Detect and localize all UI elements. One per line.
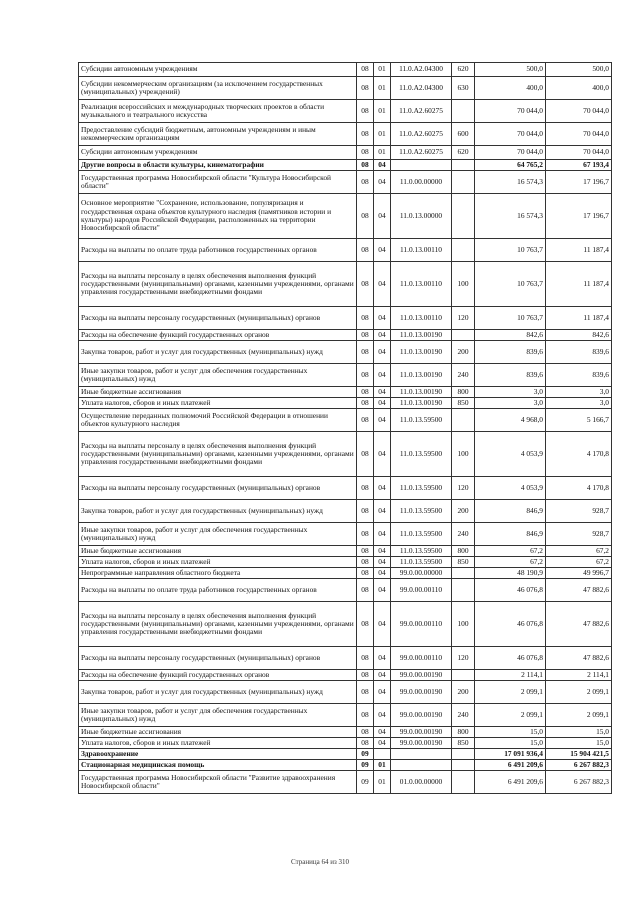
cell-section: 08 xyxy=(357,307,374,330)
cell-name: Государственная программа Новосибирской области "Развитие здравоохранения Новосибирской области" xyxy=(79,771,357,794)
cell-expense-type: 600 xyxy=(452,123,475,146)
cell-subsection: 04 xyxy=(374,432,391,477)
table-row xyxy=(79,727,612,738)
cell-section: 08 xyxy=(357,387,374,398)
cell-section: 08 xyxy=(357,432,374,477)
cell-name: Расходы на выплаты персоналу государственных (муниципальных) органов xyxy=(79,477,357,500)
cell-subsection: 04 xyxy=(374,307,391,330)
table-row xyxy=(79,477,612,500)
page-number: Страница 64 из 310 xyxy=(291,858,349,866)
table-row xyxy=(79,123,612,146)
cell-expense-type: 850 xyxy=(452,398,475,409)
cell-section: 08 xyxy=(357,330,374,341)
table-row xyxy=(79,330,612,341)
table-row xyxy=(79,239,612,262)
cell-target-code: 99.0.00.00190 xyxy=(391,727,452,738)
cell-subsection: 04 xyxy=(374,160,391,171)
cell-amount-year2: 70 044,0 xyxy=(546,123,612,146)
cell-name: Закупка товаров, работ и услуг для государственных (муниципальных) нужд xyxy=(79,341,357,364)
table-row xyxy=(79,738,612,749)
table-row xyxy=(79,681,612,704)
cell-expense-type: 240 xyxy=(452,704,475,727)
table-row xyxy=(79,160,612,171)
table-row xyxy=(79,146,612,160)
cell-target-code: 11.0.13.59500 xyxy=(391,477,452,500)
table-row xyxy=(79,262,612,307)
cell-expense-type: 620 xyxy=(452,146,475,160)
cell-target-code: 99.0.00.00000 xyxy=(391,568,452,579)
cell-subsection: 04 xyxy=(374,602,391,647)
cell-amount-year2: 67,2 xyxy=(546,557,612,568)
table-row xyxy=(79,77,612,100)
cell-section: 08 xyxy=(357,146,374,160)
cell-target-code: 11.0.13.59500 xyxy=(391,557,452,568)
cell-amount-year2: 67 193,4 xyxy=(546,160,612,171)
cell-amount-year1: 64 765,2 xyxy=(475,160,546,171)
cell-target-code: 11.0.13.00000 xyxy=(391,194,452,239)
cell-amount-year2: 2 099,1 xyxy=(546,704,612,727)
cell-subsection: 04 xyxy=(374,579,391,602)
cell-target-code: 11.0.13.00190 xyxy=(391,330,452,341)
cell-subsection: 04 xyxy=(374,262,391,307)
cell-amount-year1: 2 099,1 xyxy=(475,681,546,704)
cell-amount-year2: 17 196,7 xyxy=(546,171,612,194)
cell-subsection: 01 xyxy=(374,77,391,100)
cell-amount-year1: 6 491 209,6 xyxy=(475,760,546,771)
cell-name: Государственная программа Новосибирской области "Культура Новосибирской области" xyxy=(79,171,357,194)
cell-expense-type xyxy=(452,670,475,681)
cell-name: Субсидии некоммерческим организациям (за исключением государственных (муниципальных) учреждений) xyxy=(79,77,357,100)
cell-subsection: 04 xyxy=(374,568,391,579)
table-row xyxy=(79,647,612,670)
cell-section: 08 xyxy=(357,409,374,432)
cell-section: 08 xyxy=(357,738,374,749)
cell-subsection: 04 xyxy=(374,727,391,738)
cell-section: 08 xyxy=(357,398,374,409)
table-row xyxy=(79,760,612,771)
cell-section: 08 xyxy=(357,579,374,602)
cell-expense-type: 630 xyxy=(452,77,475,100)
cell-amount-year2: 15,0 xyxy=(546,738,612,749)
cell-amount-year2: 928,7 xyxy=(546,523,612,546)
cell-name: Осуществление переданных полномочий Российской Федерации в отношении объектов культурного наследия xyxy=(79,409,357,432)
cell-amount-year2: 70 044,0 xyxy=(546,100,612,123)
cell-section: 08 xyxy=(357,262,374,307)
cell-expense-type xyxy=(452,568,475,579)
cell-target-code: 11.0.13.00190 xyxy=(391,364,452,387)
cell-subsection: 04 xyxy=(374,557,391,568)
table-body xyxy=(79,63,612,794)
cell-expense-type xyxy=(452,330,475,341)
cell-subsection: 01 xyxy=(374,123,391,146)
cell-target-code: 11.0.00.00000 xyxy=(391,171,452,194)
table-row xyxy=(79,500,612,523)
cell-amount-year1: 15,0 xyxy=(475,727,546,738)
cell-subsection: 04 xyxy=(374,398,391,409)
cell-subsection: 01 xyxy=(374,760,391,771)
cell-subsection: 04 xyxy=(374,364,391,387)
cell-expense-type: 200 xyxy=(452,341,475,364)
cell-subsection: 04 xyxy=(374,670,391,681)
cell-subsection: 04 xyxy=(374,523,391,546)
cell-name: Стационарная медицинская помощь xyxy=(79,760,357,771)
cell-target-code: 11.0.A2.04300 xyxy=(391,63,452,77)
cell-subsection: 04 xyxy=(374,194,391,239)
cell-amount-year1: 15,0 xyxy=(475,738,546,749)
cell-name: Расходы на выплаты персоналу в целях обеспечения выполнения функций государственными (муниципальными) органами, казенными учреждениями, органами управления государственными внебюджетными фондами xyxy=(79,432,357,477)
cell-amount-year2: 49 996,7 xyxy=(546,568,612,579)
cell-expense-type xyxy=(452,194,475,239)
cell-name: Иные закупки товаров, работ и услуг для обеспечения государственных (муниципальных) нужд xyxy=(79,364,357,387)
cell-name: Основное мероприятие "Сохранение, использование, популяризация и государственная охрана объектов культурного наследия (памятников истории и культуры) народов Российской Федерации, расположенных на территории Новосибирской области" xyxy=(79,194,357,239)
cell-subsection: 01 xyxy=(374,63,391,77)
cell-target-code: 11.0.A2.04300 xyxy=(391,77,452,100)
cell-expense-type: 100 xyxy=(452,432,475,477)
cell-expense-type xyxy=(452,239,475,262)
cell-target-code: 11.0.13.00190 xyxy=(391,387,452,398)
cell-amount-year2: 4 170,8 xyxy=(546,432,612,477)
cell-amount-year1: 846,9 xyxy=(475,500,546,523)
cell-amount-year1: 842,6 xyxy=(475,330,546,341)
table-row xyxy=(79,387,612,398)
cell-amount-year2: 70 044,0 xyxy=(546,146,612,160)
cell-expense-type: 100 xyxy=(452,262,475,307)
table-row xyxy=(79,557,612,568)
cell-amount-year1: 46 076,8 xyxy=(475,647,546,670)
cell-amount-year2: 2 114,1 xyxy=(546,670,612,681)
cell-amount-year2: 15,0 xyxy=(546,727,612,738)
cell-subsection: 04 xyxy=(374,239,391,262)
cell-amount-year2: 3,0 xyxy=(546,398,612,409)
cell-section: 08 xyxy=(357,77,374,100)
cell-amount-year1: 500,0 xyxy=(475,63,546,77)
cell-target-code: 11.0.13.00110 xyxy=(391,262,452,307)
cell-amount-year1: 10 763,7 xyxy=(475,262,546,307)
cell-amount-year2: 67,2 xyxy=(546,546,612,557)
cell-subsection: 01 xyxy=(374,100,391,123)
table-row xyxy=(79,63,612,77)
table-row xyxy=(79,704,612,727)
cell-amount-year1: 10 763,7 xyxy=(475,307,546,330)
table-row xyxy=(79,579,612,602)
cell-target-code: 99.0.00.00190 xyxy=(391,704,452,727)
cell-section: 08 xyxy=(357,123,374,146)
cell-amount-year1: 67,2 xyxy=(475,557,546,568)
cell-target-code xyxy=(391,749,452,760)
cell-name: Реализация всероссийских и международных творческих проектов в области музыкального и театрального искусства xyxy=(79,100,357,123)
cell-section: 08 xyxy=(357,602,374,647)
cell-amount-year2: 842,6 xyxy=(546,330,612,341)
cell-amount-year1: 67,2 xyxy=(475,546,546,557)
cell-name: Расходы на выплаты персоналу в целях обеспечения выполнения функций государственными (муниципальными) органами, казенными учреждениями, органами управления государственными внебюджетными фондами xyxy=(79,262,357,307)
cell-amount-year2: 47 882,6 xyxy=(546,579,612,602)
table-row xyxy=(79,749,612,760)
cell-name: Расходы на выплаты по оплате труда работников государственных органов xyxy=(79,579,357,602)
cell-amount-year2: 47 882,6 xyxy=(546,602,612,647)
cell-name: Иные бюджетные ассигнования xyxy=(79,387,357,398)
cell-amount-year2: 6 267 882,3 xyxy=(546,760,612,771)
cell-target-code: 11.0.A2.60275 xyxy=(391,123,452,146)
cell-amount-year1: 70 044,0 xyxy=(475,146,546,160)
cell-expense-type: 120 xyxy=(452,647,475,670)
cell-expense-type: 100 xyxy=(452,602,475,647)
cell-target-code: 11.0.13.00190 xyxy=(391,341,452,364)
cell-name: Иные бюджетные ассигнования xyxy=(79,727,357,738)
cell-name: Предоставление субсидий бюджетным, автономным учреждениям и иным некоммерческим организациям xyxy=(79,123,357,146)
cell-section: 08 xyxy=(357,477,374,500)
cell-amount-year2: 4 170,8 xyxy=(546,477,612,500)
cell-amount-year2: 3,0 xyxy=(546,387,612,398)
cell-name: Закупка товаров, работ и услуг для государственных (муниципальных) нужд xyxy=(79,681,357,704)
cell-section: 08 xyxy=(357,727,374,738)
table-row xyxy=(79,171,612,194)
cell-amount-year2: 5 166,7 xyxy=(546,409,612,432)
cell-amount-year1: 846,9 xyxy=(475,523,546,546)
cell-amount-year2: 400,0 xyxy=(546,77,612,100)
cell-amount-year2: 11 187,4 xyxy=(546,262,612,307)
cell-subsection: 04 xyxy=(374,647,391,670)
cell-target-code: 99.0.00.00110 xyxy=(391,602,452,647)
cell-amount-year1: 4 053,9 xyxy=(475,477,546,500)
budget-table xyxy=(78,62,612,794)
cell-amount-year1: 6 491 209,6 xyxy=(475,771,546,794)
cell-target-code: 01.0.00.00000 xyxy=(391,771,452,794)
cell-section: 08 xyxy=(357,160,374,171)
cell-name: Расходы на выплаты персоналу государственных (муниципальных) органов xyxy=(79,647,357,670)
table-row xyxy=(79,409,612,432)
cell-target-code: 11.0.13.59500 xyxy=(391,432,452,477)
cell-target-code: 11.0.13.00110 xyxy=(391,239,452,262)
cell-target-code: 99.0.00.00190 xyxy=(391,670,452,681)
cell-section: 09 xyxy=(357,771,374,794)
cell-target-code: 11.0.13.00190 xyxy=(391,398,452,409)
cell-target-code: 11.0.13.59500 xyxy=(391,409,452,432)
table-row xyxy=(79,432,612,477)
table-row xyxy=(79,100,612,123)
cell-expense-type xyxy=(452,160,475,171)
cell-amount-year1: 16 574,3 xyxy=(475,171,546,194)
cell-subsection: 04 xyxy=(374,477,391,500)
cell-expense-type: 200 xyxy=(452,681,475,704)
cell-section: 09 xyxy=(357,760,374,771)
cell-section: 08 xyxy=(357,557,374,568)
cell-subsection: 01 xyxy=(374,771,391,794)
cell-subsection: 04 xyxy=(374,500,391,523)
cell-target-code: 99.0.00.00110 xyxy=(391,579,452,602)
cell-target-code: 11.0.13.00110 xyxy=(391,307,452,330)
cell-amount-year1: 839,6 xyxy=(475,341,546,364)
cell-expense-type: 120 xyxy=(452,477,475,500)
cell-amount-year2: 500,0 xyxy=(546,63,612,77)
cell-amount-year2: 11 187,4 xyxy=(546,239,612,262)
cell-amount-year1: 839,6 xyxy=(475,364,546,387)
cell-expense-type xyxy=(452,171,475,194)
cell-target-code: 11.0.A2.60275 xyxy=(391,146,452,160)
cell-section: 08 xyxy=(357,647,374,670)
cell-expense-type: 240 xyxy=(452,523,475,546)
table-row xyxy=(79,194,612,239)
cell-amount-year1: 3,0 xyxy=(475,398,546,409)
cell-amount-year2: 2 099,1 xyxy=(546,681,612,704)
cell-section: 08 xyxy=(357,670,374,681)
cell-expense-type xyxy=(452,409,475,432)
cell-name: Иные закупки товаров, работ и услуг для обеспечения государственных (муниципальных) нужд xyxy=(79,523,357,546)
cell-name: Уплата налогов, сборов и иных платежей xyxy=(79,557,357,568)
cell-expense-type xyxy=(452,100,475,123)
cell-section: 08 xyxy=(357,364,374,387)
cell-amount-year2: 6 267 882,3 xyxy=(546,771,612,794)
cell-name: Расходы на выплаты по оплате труда работников государственных органов xyxy=(79,239,357,262)
cell-amount-year1: 4 968,0 xyxy=(475,409,546,432)
cell-expense-type: 120 xyxy=(452,307,475,330)
cell-amount-year2: 15 904 421,5 xyxy=(546,749,612,760)
cell-section: 09 xyxy=(357,749,374,760)
cell-amount-year2: 11 187,4 xyxy=(546,307,612,330)
cell-amount-year1: 46 076,8 xyxy=(475,602,546,647)
cell-subsection: 04 xyxy=(374,171,391,194)
cell-name: Непрограммные направления областного бюджета xyxy=(79,568,357,579)
cell-subsection: 04 xyxy=(374,409,391,432)
cell-target-code: 99.0.00.00190 xyxy=(391,681,452,704)
cell-section: 08 xyxy=(357,568,374,579)
cell-subsection: 04 xyxy=(374,681,391,704)
cell-expense-type: 800 xyxy=(452,546,475,557)
cell-name: Уплата налогов, сборов и иных платежей xyxy=(79,738,357,749)
cell-amount-year2: 839,6 xyxy=(546,341,612,364)
cell-section: 08 xyxy=(357,63,374,77)
cell-amount-year1: 16 574,3 xyxy=(475,194,546,239)
cell-expense-type: 800 xyxy=(452,727,475,738)
cell-expense-type xyxy=(452,579,475,602)
table-row xyxy=(79,602,612,647)
cell-amount-year1: 46 076,8 xyxy=(475,579,546,602)
cell-subsection: 04 xyxy=(374,387,391,398)
cell-amount-year1: 70 044,0 xyxy=(475,123,546,146)
table-row xyxy=(79,771,612,794)
cell-name: Другие вопросы в области культуры, кинематографии xyxy=(79,160,357,171)
cell-section: 08 xyxy=(357,194,374,239)
cell-name: Уплата налогов, сборов и иных платежей xyxy=(79,398,357,409)
cell-subsection: 04 xyxy=(374,546,391,557)
cell-subsection xyxy=(374,749,391,760)
cell-target-code: 11.0.13.59500 xyxy=(391,523,452,546)
cell-name: Расходы на выплаты персоналу в целях обеспечения выполнения функций государственными (муниципальными) органами, казенными учреждениями, органами управления государственными внебюджетными фондами xyxy=(79,602,357,647)
cell-expense-type: 620 xyxy=(452,63,475,77)
cell-amount-year1: 10 763,7 xyxy=(475,239,546,262)
cell-name: Иные закупки товаров, работ и услуг для обеспечения государственных (муниципальных) нужд xyxy=(79,704,357,727)
cell-expense-type xyxy=(452,771,475,794)
cell-amount-year2: 839,6 xyxy=(546,364,612,387)
cell-name: Субсидии автономным учреждениям xyxy=(79,63,357,77)
cell-name: Субсидии автономным учреждениям xyxy=(79,146,357,160)
table-row xyxy=(79,364,612,387)
cell-amount-year2: 928,7 xyxy=(546,500,612,523)
cell-expense-type: 800 xyxy=(452,387,475,398)
cell-target-code xyxy=(391,760,452,771)
cell-expense-type: 200 xyxy=(452,500,475,523)
cell-section: 08 xyxy=(357,523,374,546)
cell-section: 08 xyxy=(357,100,374,123)
cell-name: Здравоохранение xyxy=(79,749,357,760)
cell-subsection: 04 xyxy=(374,330,391,341)
table-row xyxy=(79,523,612,546)
cell-section: 08 xyxy=(357,546,374,557)
cell-name: Расходы на обеспечение функций государственных органов xyxy=(79,670,357,681)
cell-subsection: 04 xyxy=(374,341,391,364)
cell-amount-year2: 47 882,6 xyxy=(546,647,612,670)
cell-expense-type: 850 xyxy=(452,557,475,568)
cell-amount-year1: 48 190,9 xyxy=(475,568,546,579)
cell-subsection: 01 xyxy=(374,146,391,160)
cell-section: 08 xyxy=(357,341,374,364)
cell-target-code xyxy=(391,160,452,171)
cell-expense-type: 850 xyxy=(452,738,475,749)
table-row xyxy=(79,670,612,681)
cell-target-code: 11.0.13.59500 xyxy=(391,500,452,523)
table-row xyxy=(79,307,612,330)
cell-name: Расходы на обеспечение функций государственных органов xyxy=(79,330,357,341)
cell-target-code: 11.0.A2.60275 xyxy=(391,100,452,123)
cell-section: 08 xyxy=(357,704,374,727)
cell-amount-year2: 17 196,7 xyxy=(546,194,612,239)
cell-section: 08 xyxy=(357,171,374,194)
cell-target-code: 99.0.00.00110 xyxy=(391,647,452,670)
cell-amount-year1: 4 053,9 xyxy=(475,432,546,477)
cell-amount-year1: 2 114,1 xyxy=(475,670,546,681)
cell-amount-year1: 17 091 936,4 xyxy=(475,749,546,760)
cell-section: 08 xyxy=(357,500,374,523)
cell-expense-type xyxy=(452,749,475,760)
table-row xyxy=(79,546,612,557)
cell-amount-year1: 400,0 xyxy=(475,77,546,100)
table-row xyxy=(79,568,612,579)
cell-target-code: 99.0.00.00190 xyxy=(391,738,452,749)
cell-section: 08 xyxy=(357,681,374,704)
cell-subsection: 04 xyxy=(374,704,391,727)
cell-expense-type xyxy=(452,760,475,771)
cell-name: Закупка товаров, работ и услуг для государственных (муниципальных) нужд xyxy=(79,500,357,523)
cell-expense-type: 240 xyxy=(452,364,475,387)
cell-name: Иные бюджетные ассигнования xyxy=(79,546,357,557)
cell-section: 08 xyxy=(357,239,374,262)
cell-amount-year1: 3,0 xyxy=(475,387,546,398)
cell-amount-year1: 2 099,1 xyxy=(475,704,546,727)
cell-amount-year1: 70 044,0 xyxy=(475,100,546,123)
table-row xyxy=(79,341,612,364)
cell-target-code: 11.0.13.59500 xyxy=(391,546,452,557)
table-row xyxy=(79,398,612,409)
cell-subsection: 04 xyxy=(374,738,391,749)
cell-name: Расходы на выплаты персоналу государственных (муниципальных) органов xyxy=(79,307,357,330)
